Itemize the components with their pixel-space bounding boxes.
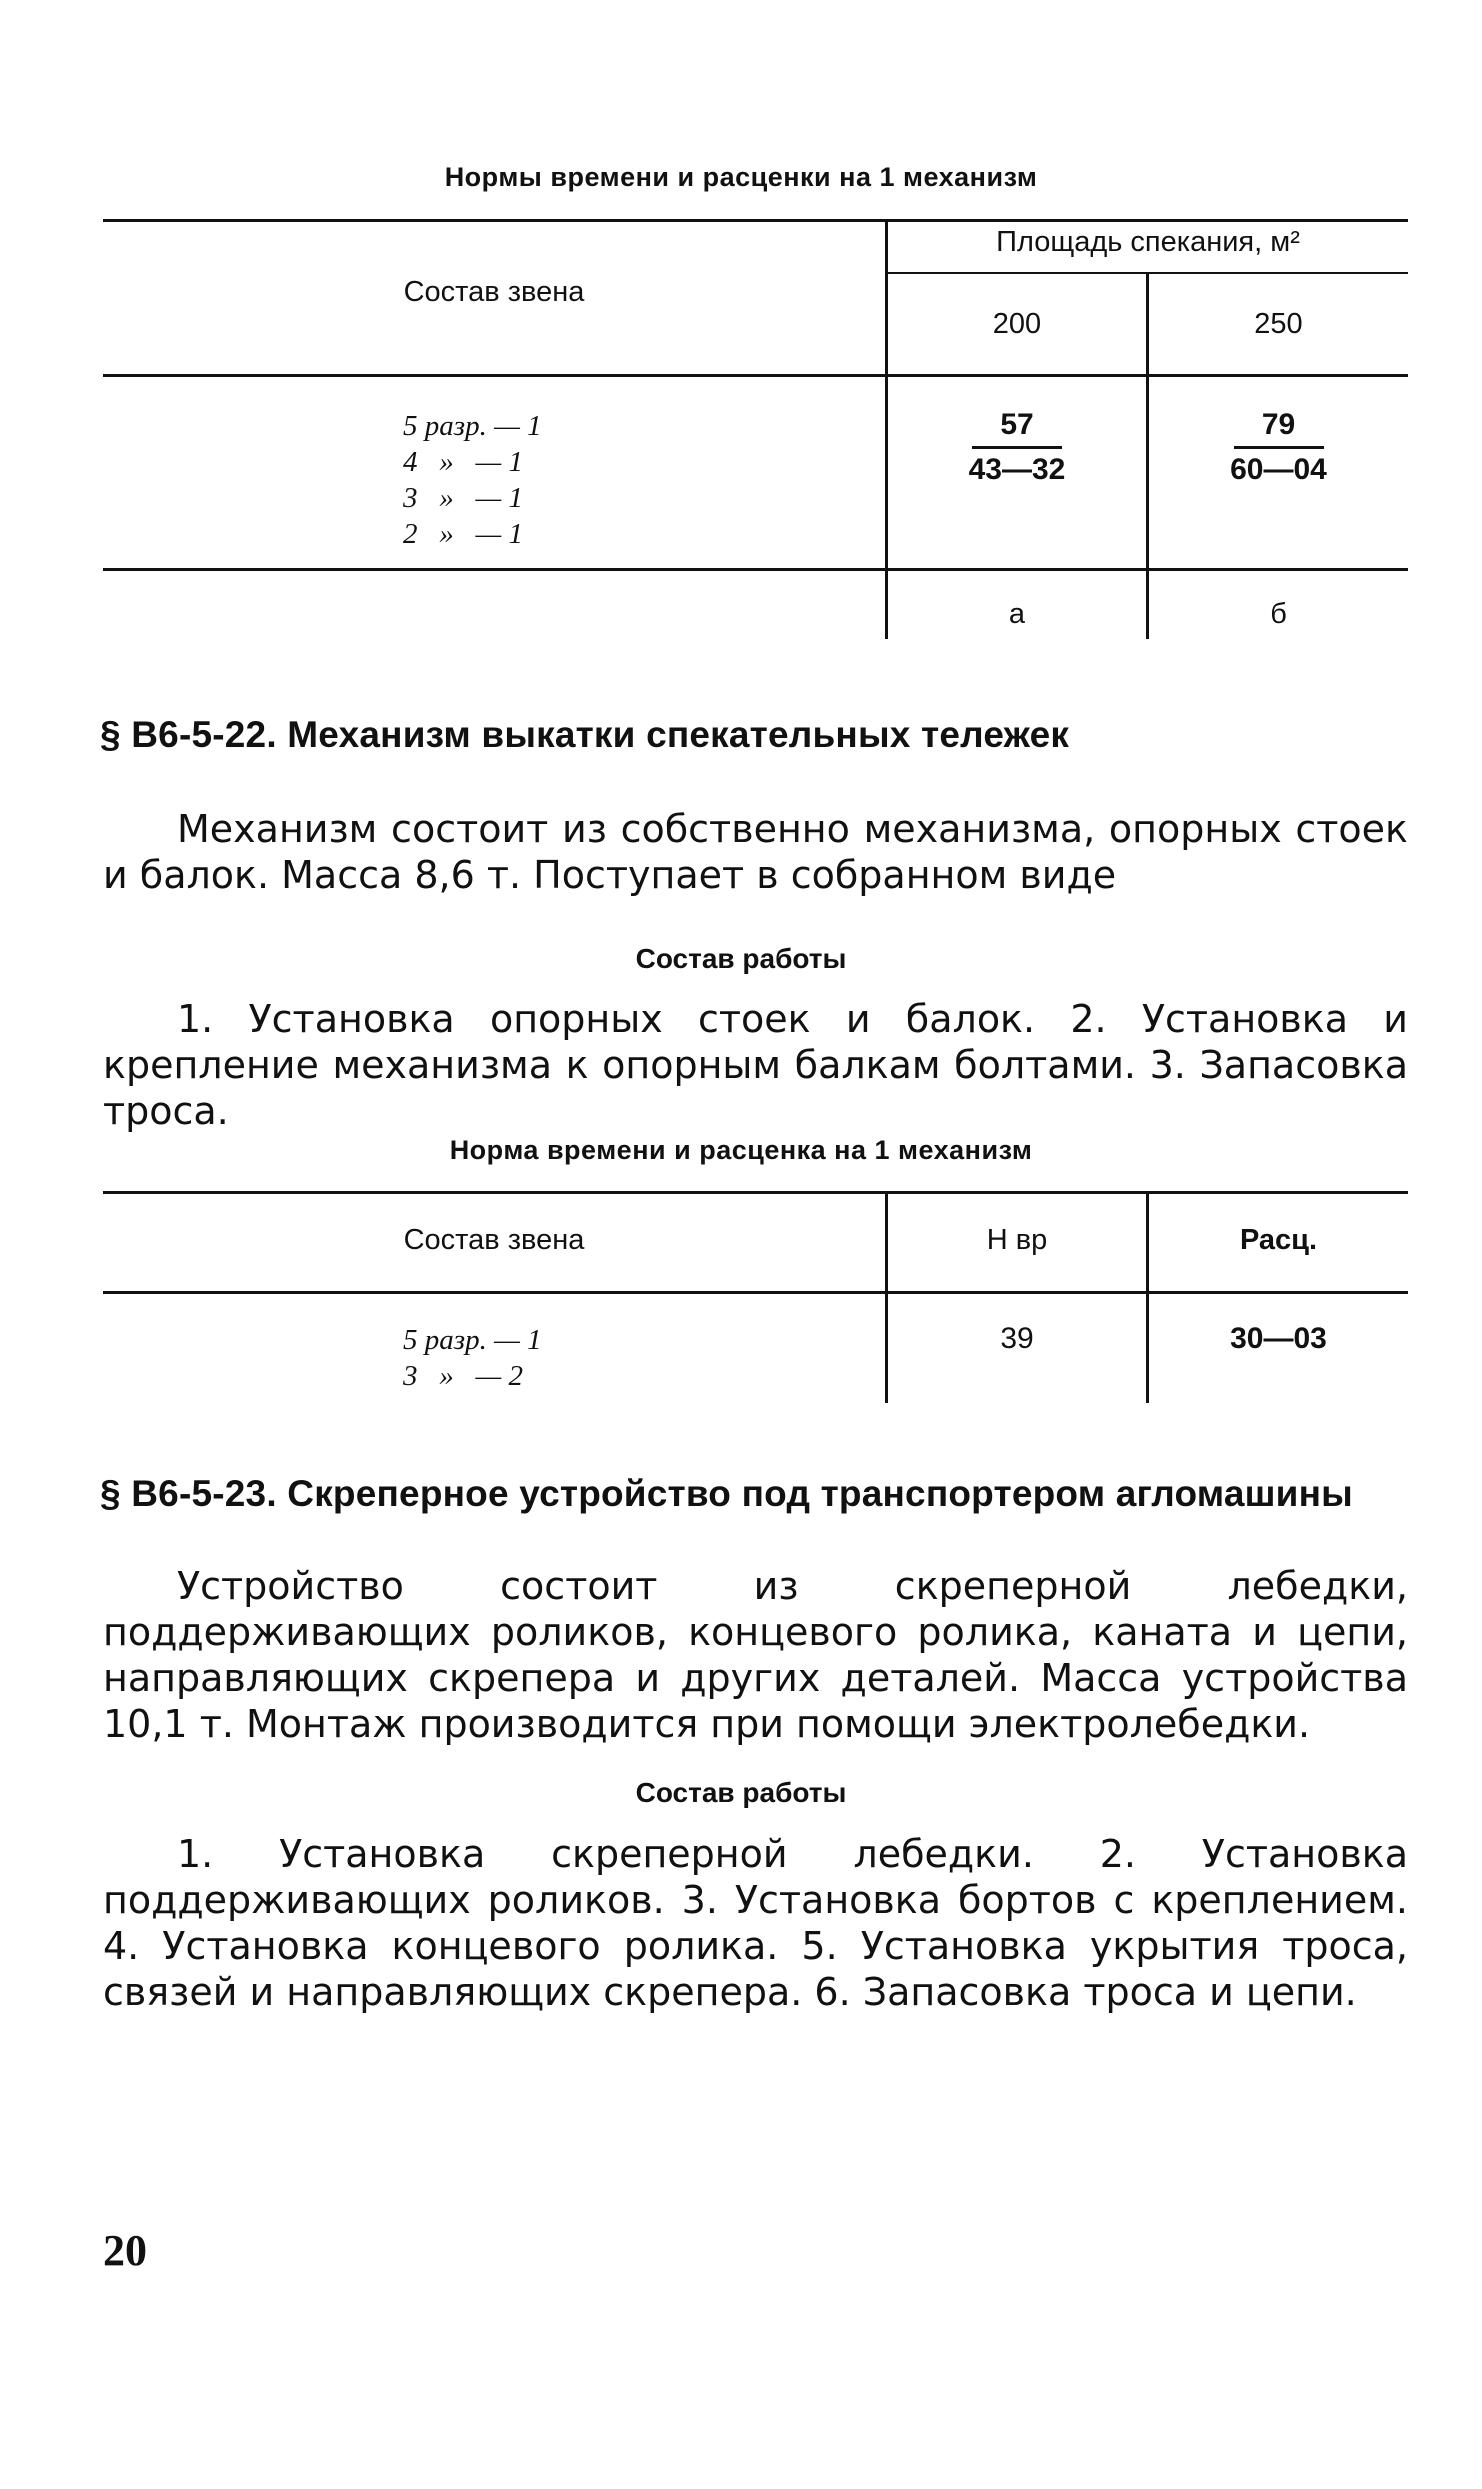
table1-caption: Нормы времени и расценки на 1 механизм [444,162,1038,192]
section23-work-text: 1. Установка скреперной лебедки. 2. Установка поддерживающих роликов. 3. Установка бортов с креплением. 4. Установка концевого ролика. 5. Установка укрытия троса, связей и направляющих скрепера. 6. Запасовка троса и цепи. [103,1832,1408,2014]
table1-composition: 5 разр. — 1 4 » — 1 3 » — 1 2 » — 1 [403,410,542,550]
table1-col1-den: 43—32 [968,453,1066,486]
section23-description-text: Устройство состоит из скреперной лебедки, поддерживающих роликов, концевого ролика, каната и цепи, направляющих скрепера и других деталей. Масса устройства 10,1 т. Монтаж производится при помощи электролебедки. [103,1564,1408,1746]
table1-header-rule [103,374,1408,377]
section22-work-title: Состав работы [635,943,847,974]
table1-header-area: Площадь спекания, м² [996,226,1300,258]
table1-col2-header: 250 [1254,308,1303,340]
section22-description [103,806,1408,898]
section22-work-text: 1. Установка опорных стоек и балок. 2. Установка и крепление механизма к опорным балкам болтами. 3. Запасовка троса. [103,997,1408,1133]
section22-table-caption: Норма времени и расценка на 1 механизм [449,1135,1033,1165]
table2-header-rate: Расц. [1239,1224,1318,1256]
section22-description-text: Механизм состоит из собственно механизма, опорных стоек и балок. Масса 8,6 т. Поступает в собранном виде [103,807,1408,897]
table1-col2-num: 79 [1234,408,1324,449]
table1-bottom-rule [103,568,1408,571]
table2-header-time: Н вр [986,1224,1048,1256]
table1-col2-value [1149,408,1408,487]
table2-composition: 5 разр. — 1 3 » — 2 [403,1324,542,1392]
section23-heading: § В6-5-23. Скреперное устройство под транспортером агломашины [100,1473,1353,1514]
table2-time-value: 39 [1000,1322,1034,1355]
table1-col1-header: 200 [992,308,1042,340]
table1-top-rule [103,219,1408,222]
section22-work [103,996,1408,1134]
table2-header-rule [103,1291,1408,1294]
table1-col1-letter: а [1008,598,1026,630]
section23-work [103,1831,1408,2015]
table1-header-composition: Состав звена [403,276,585,308]
table1-col2-den: 60—04 [1230,453,1327,486]
section22-heading: § В6-5-22. Механизм выкатки спекательных тележек [100,714,1070,755]
table1-col1-value [888,408,1146,487]
table1-col1-num: 57 [972,408,1062,449]
section23-description [103,1563,1408,1747]
table2-header-composition: Состав звена [403,1224,585,1256]
table2-vline-2 [1146,1191,1149,1403]
page-number: 20 [103,2226,147,2275]
table2-vline-1 [885,1191,888,1403]
table2-rate-value: 30—03 [1230,1322,1327,1355]
table1-col2-letter: б [1270,598,1287,630]
table2-top-rule [103,1191,1408,1194]
section23-work-title: Состав работы [635,1777,847,1808]
